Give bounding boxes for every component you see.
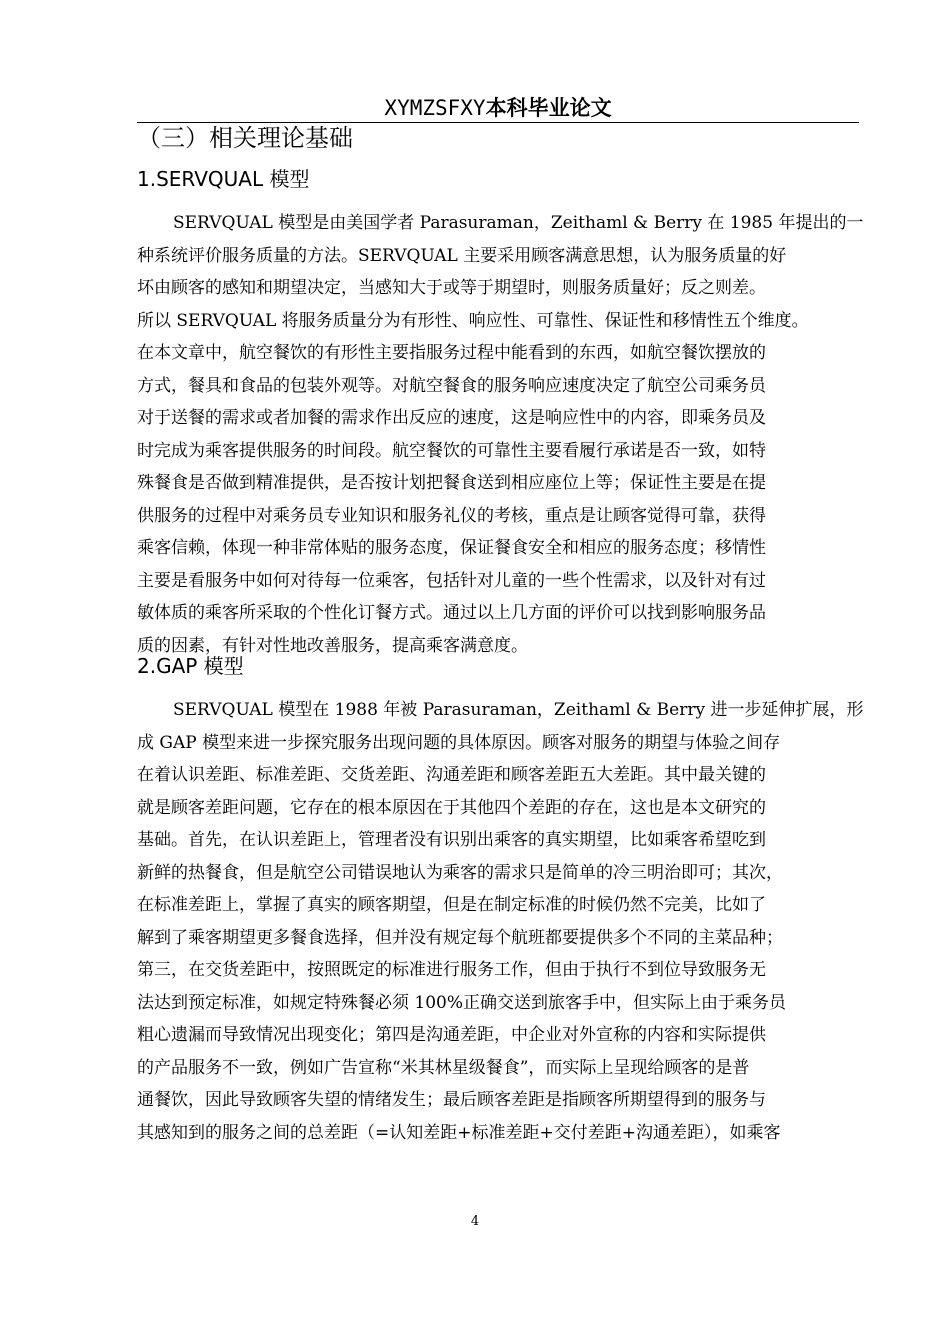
paragraph-line: 粗心遗漏而导致情况出现变化；第四是沟通差距，中企业对外宣称的内容和实际提供 <box>137 1025 766 1045</box>
gap-paragraph <box>137 694 864 1149</box>
paragraph-line: 解到了乘客期望更多餐食选择，但并没有规定每个航班都要提供多个不同的主菜品种； <box>137 927 783 948</box>
section-title: （三）相关理论基础 <box>137 124 353 152</box>
paragraph-line: 的产品服务不一致，例如广告宣称“米其林星级餐食”，而实际上呈现给顾客的是普 <box>137 1057 750 1078</box>
paragraph-line: 在标准差距上，掌握了真实的顾客期望，但是在制定标准的时候仍然不完美，比如了 <box>137 895 766 915</box>
paragraph-line: 其感知到的服务之间的总差距（=认知差距+标准差距+交付差距+沟通差距），如乘客 <box>137 1122 781 1143</box>
paragraph-line: 种系统评价服务质量的方法。SERVQUAL 主要采用顾客满意思想，认为服务质量的好 <box>137 245 787 266</box>
paragraph-line: 成 GAP 模型来进一步探究服务出现问题的具体原因。顾客对服务的期望与体验之间存 <box>137 732 781 753</box>
subsection-title-gap: 2.GAP 模型 <box>137 654 244 678</box>
paragraph-line: 所以 SERVQUAL 将服务质量分为有形性、响应性、可靠性、保证性和移情性五个维度。 <box>137 310 809 331</box>
page-number: 4 <box>470 1214 480 1229</box>
paragraph-line: 敏体质的乘客所采取的个性化订餐方式。通过以上几方面的评价可以找到影响服务品 <box>137 603 766 623</box>
paragraph-line: 在本文章中，航空餐饮的有形性主要指服务过程中能看到的东西，如航空餐饮摆放的 <box>137 343 766 363</box>
subsection-title-servqual: 1.SERVQUAL 模型 <box>137 167 310 191</box>
paragraph-line: 在着认识差距、标准差距、交货差距、沟通差距和顾客差距五大差距。其中最关键的 <box>137 765 766 785</box>
paragraph-line: 基础。首先，在认识差距上，管理者没有识别出乘客的真实期望，比如乘客希望吃到 <box>137 830 766 850</box>
paragraph-line: 供服务的过程中对乘务员专业知识和服务礼仪的考核，重点是让顾客觉得可靠，获得 <box>137 505 766 526</box>
paragraph-line: 乘客信赖，体现一种非常体贴的服务态度，保证餐食安全和相应的服务态度；移情性 <box>137 538 766 558</box>
paragraph-line: 时完成为乘客提供服务的时间段。航空餐饮的可靠性主要看履行承诺是否一致，如特 <box>137 440 766 461</box>
paragraph-line: 法达到预定标准，如规定特殊餐必须 100%正确交送到旅客手中，但实际上由于乘务员 <box>137 992 787 1013</box>
paragraph-line: SERVQUAL 模型在 1988 年被 Parasuraman，Zeithaml & Berry 进一步延伸扩展，形 <box>173 700 864 720</box>
header-title <box>384 92 611 122</box>
page-header <box>137 86 859 123</box>
servqual-paragraph <box>137 207 864 662</box>
header-school-code: XYMZSFXY <box>384 96 486 120</box>
paragraph-line: 第三，在交货差距中，按照既定的标准进行服务工作，但由于执行不到位导致服务无 <box>137 960 766 980</box>
paragraph-line: 坏由顾客的感知和期望决定，当感知大于或等于期望时，则服务质量好；反之则差。 <box>137 278 766 298</box>
paragraph-line: 新鲜的热餐食，但是航空公司错误地认为乘客的需求只是简单的冷三明治即可；其次， <box>137 862 783 883</box>
paragraph-line: SERVQUAL 模型是由美国学者 Parasuraman，Zeithaml & Berry 在 1985 年提出的一 <box>173 213 864 233</box>
paragraph-line: 殊餐食是否做到精准提供，是否按计划把餐食送到相应座位上等；保证性主要是在提 <box>137 473 766 493</box>
header-thesis-label: 本科毕业论文 <box>485 96 612 120</box>
paragraph-line: 就是顾客差距问题，它存在的根本原因在于其他四个差距的存在，这也是本文研究的 <box>137 797 766 818</box>
paragraph-line: 质的因素，有针对性地改善服务，提高乘客满意度。 <box>137 635 528 656</box>
paragraph-line: 方式，餐具和食品的包装外观等。对航空餐食的服务响应速度决定了航空公司乘务员 <box>137 375 766 396</box>
paragraph-line: 主要是看服务中如何对待每一位乘客，包括针对儿童的一些个性需求，以及针对有过 <box>137 570 766 591</box>
paragraph-line: 对于送餐的需求或者加餐的需求作出反应的速度，这是响应性中的内容，即乘务员及 <box>137 408 766 428</box>
paragraph-line: 通餐饮，因此导致顾客失望的情绪发生；最后顾客差距是指顾客所期望得到的服务与 <box>137 1090 766 1110</box>
